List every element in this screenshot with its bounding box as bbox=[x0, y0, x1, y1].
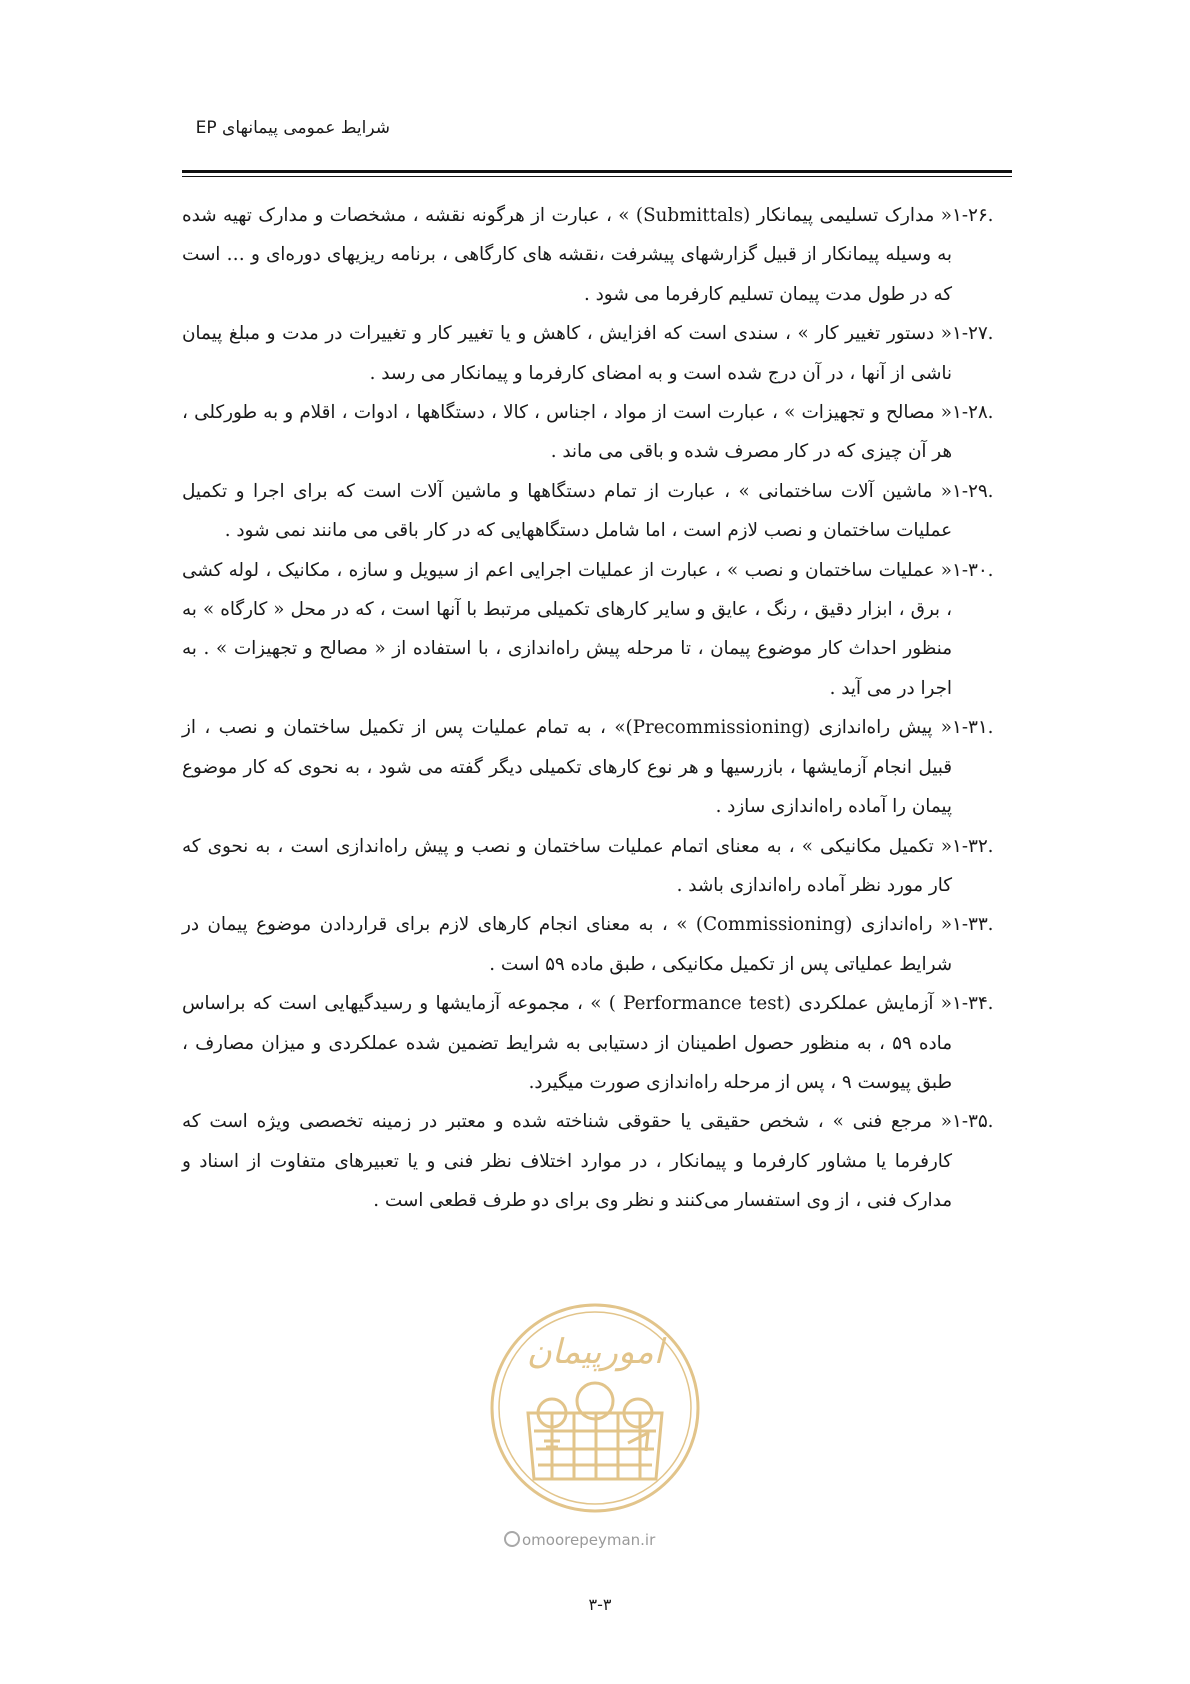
list-item bbox=[182, 314, 1012, 393]
item-number: ۱-۳۰. bbox=[952, 559, 994, 581]
website-url bbox=[504, 1531, 704, 1549]
list-item bbox=[182, 196, 1012, 314]
page-number: ۳-۳ bbox=[588, 1595, 612, 1614]
item-text: « دستور تغییر کار » ، سندی است که افزایش ، کاهش و یا تغییر کار و تغییرات در مدت و مبلغ پیمان ناشی از آنها ، در آن درج شده است و به امضای کارفرما و پیمانکار می رسد . bbox=[182, 323, 952, 384]
logo-wordmark: امورپیمان bbox=[526, 1332, 664, 1372]
item-number: ۱-۳۴. bbox=[952, 993, 994, 1015]
item-text: « تکمیل مکانیکی » ، به معنای اتمام عملیات ساختمان و نصب و پیش راه‌اندازی است ، به نحوی که کار مورد نظر آماده راه‌اندازی باشد . bbox=[182, 835, 952, 896]
list-item bbox=[182, 1102, 1012, 1220]
item-number: ۱-۳۲. bbox=[952, 835, 994, 857]
item-text: « پیش راه‌اندازی (Precommissioning)» ، به تمام عملیات پس از تکمیل ساختمان و نصب ، از قبیل انجام آزمایشها ، بازرسیها و هر نوع کارهای تکمیلی دیگر گفته می شود ، به نحوی که کار موضوع پیمان را آماده راه‌اندازی سازد . bbox=[182, 717, 952, 818]
watermark-logo bbox=[488, 1301, 702, 1515]
item-text: « ماشین آلات ساختمانی » ، عبارت از تمام دستگاهها و ماشین آلات است که برای اجرا و تکمیل عملیات ساختمان و نصب لازم است ، اما شامل دستگاههایی که در کار باقی می مانند نمی شود . bbox=[182, 480, 952, 542]
item-text: « عملیات ساختمان و نصب » ، عبارت از عملیات اجرایی اعم از سیویل و سازه ، مکانیک ، لوله کشی ، برق ، ابزار دقیق ، رنگ ، عایق و سایر کارهای تکمیلی مرتبط با آنها است ، که در محل « کارگاه » به منظور احداث کار موضوع پیمان ، تا مرحله پیش راه‌اندازی ، با استفاده از « مصالح و تجهیزات » . به اجرا در می آید . bbox=[182, 559, 952, 699]
list-item bbox=[182, 551, 1012, 709]
header-rule-thick bbox=[182, 170, 1012, 173]
definitions-list bbox=[182, 196, 1012, 1221]
item-text: « مصالح و تجهیزات » ، عبارت است از مواد ، اجناس ، کالا ، دستگاهها ، ادوات ، اقلام و به طورکلی ، هر آن چیزی که در کار مصرف شده و باقی می ماند . bbox=[182, 402, 952, 463]
item-number: ۱-۲۷. bbox=[952, 323, 994, 345]
item-text: « راه‌اندازی (Commissioning) » ، به معنای انجام کارهای لازم برای قراردادن موضوع پیمان در شرایط عملیاتی پس از تکمیل مکانیکی ، طبق ماده ۵۹ است . bbox=[182, 914, 953, 975]
item-number: ۱-۲۸. bbox=[952, 402, 994, 424]
list-item bbox=[182, 827, 1012, 906]
list-item bbox=[182, 393, 1012, 472]
item-text: « مرجع فنی » ، شخص حقیقی یا حقوقی شناخته شده و معتبر در زمینه تخصصی ویژه است که کارفرما یا مشاور کارفرما و پیمانکار ، در موارد اختلاف نظر فنی و یا تعبیرهای متفاوت از اسناد و مدارک فنی ، از وی استفسار می‌کنند و نظر وی برای دو طرف قطعی است . bbox=[182, 1111, 952, 1212]
item-text: « آزمایش عملکردی (Performance test ) » ، مجموعه آزمایشها و رسیدگیهایی است که براساس ماده ۵۹ ، به منظور حصول اطمینان از دستیابی به شرایط تضمین شده عملکردی و میزان مصارف ، طبق پیوست ۹ ، پس از مرحله راه‌اندازی صورت میگیرد. bbox=[182, 993, 952, 1093]
website-url-text: omoorepeyman.ir bbox=[522, 1531, 656, 1549]
item-number: ۱-۳۵. bbox=[952, 1111, 994, 1133]
globe-icon bbox=[504, 1531, 520, 1547]
item-number: ۱-۲۶. bbox=[952, 205, 994, 226]
list-item bbox=[182, 708, 1012, 826]
item-number: ۱-۳۱. bbox=[952, 717, 994, 739]
page-header-title: شرایط عمومی پیمانهای EP bbox=[195, 118, 390, 138]
list-item bbox=[182, 905, 1012, 984]
item-text: « مدارک تسلیمی پیمانکار (Submittals) » ، عبارت از هرگونه نقشه ، مشخصات و مدارک تهیه شده به وسیله پیمانکار از قبیل گزارشهای پیشرفت ،نقشه های کارگاهی ، برنامه ریزیهای دوره‌ای و … است که در طول مدت پیمان تسلیم کارفرما می شود . bbox=[182, 205, 952, 305]
list-item bbox=[182, 984, 1012, 1102]
list-item bbox=[182, 472, 1012, 551]
item-number: ۱-۳۳. bbox=[952, 914, 994, 936]
header-rule-thin bbox=[182, 176, 1012, 177]
item-number: ۱-۲۹. bbox=[952, 480, 994, 502]
